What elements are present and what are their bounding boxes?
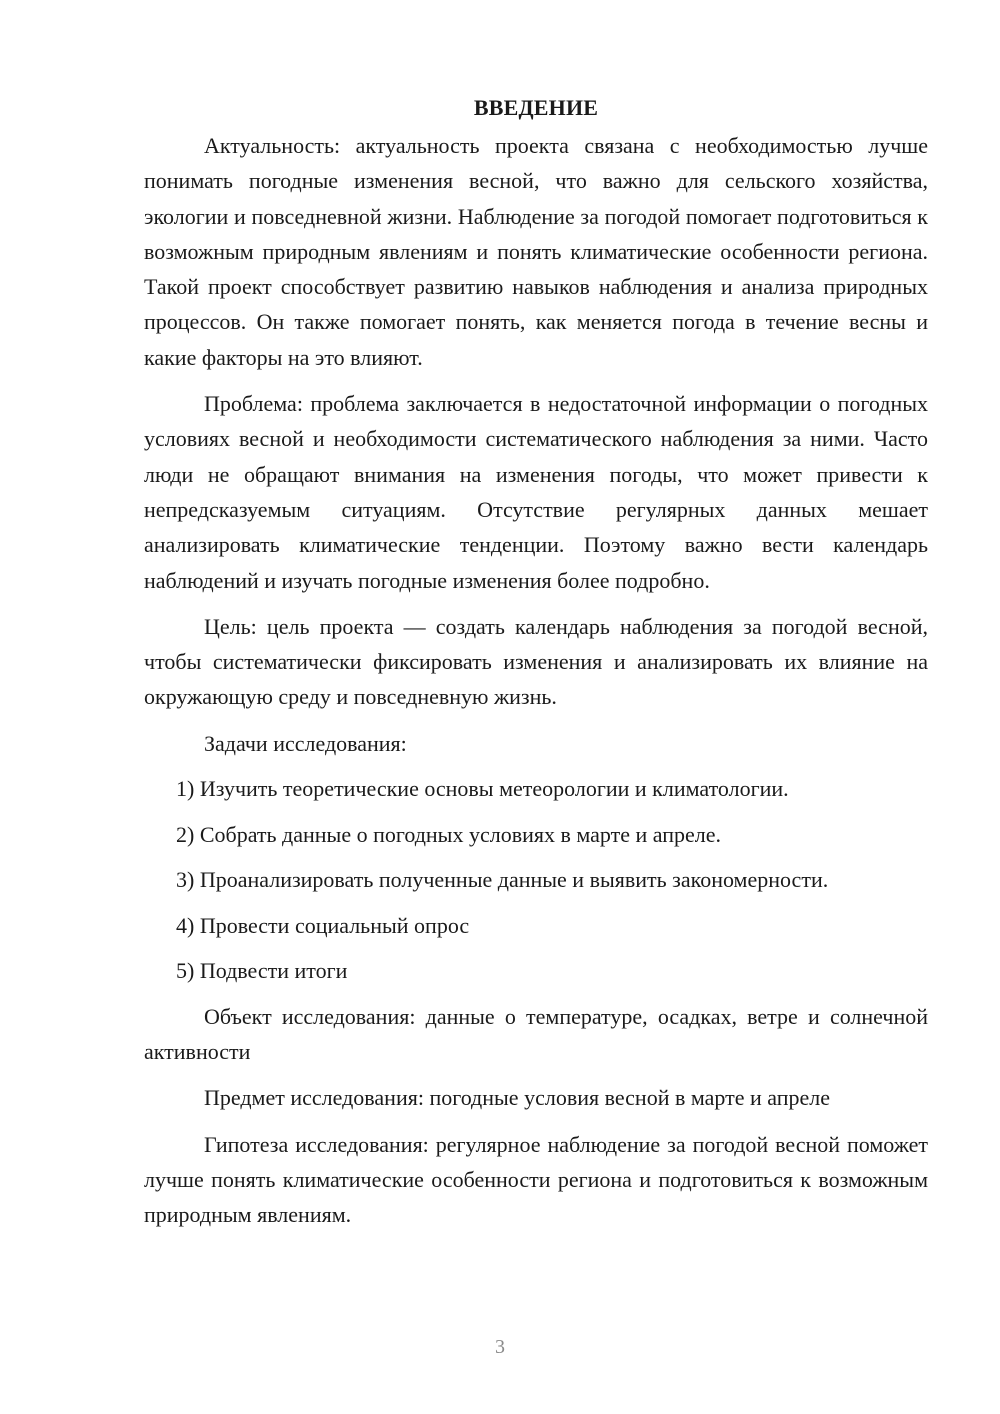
tasks-list bbox=[144, 771, 928, 988]
tasks-title: Задачи исследования: bbox=[204, 730, 407, 756]
subject-paragraph: Предмет исследования: погодные условия весной в марте и апреле bbox=[204, 1085, 831, 1111]
hypothesis-paragraph: Гипотеза исследования: регулярное наблюдение за погодой весной поможет лучше понять климатические особенности региона и подготовиться к возможным природным явлениям. bbox=[144, 1131, 928, 1228]
problem-paragraph: Проблема: проблема заключается в недостаточной информации о погодных условиях весной и необходимости систематического наблюдения за ними. Часто люди не обращают внимания на изменения погоды, что может привести к непредсказуемым ситуациям. Отсутствие регулярных данных мешает анализировать климатические тенденции. Поэтому важно вести календарь наблюдений и изучать погодные изменения более подробно. bbox=[144, 391, 928, 593]
task-item: 5) Подвести итоги bbox=[176, 958, 348, 984]
task-item: 3) Проанализировать полученные данные и выявить закономерности. bbox=[176, 867, 829, 893]
object-paragraph: Объект исследования: данные о температуре, осадках, ветре и солнечной активности bbox=[144, 1003, 928, 1065]
page-number: 3 bbox=[495, 1336, 505, 1358]
task-item: 4) Провести социальный опрос bbox=[176, 912, 470, 938]
goal-paragraph: Цель: цель проекта — создать календарь наблюдения за погодой весной, чтобы систематически фиксировать изменения и анализировать их влияние на окружающую среду и повседневную жизнь. bbox=[144, 613, 928, 710]
document-page bbox=[144, 92, 928, 1244]
task-item: 1) Изучить теоретические основы метеорологии и климатологии. bbox=[176, 776, 789, 802]
task-item: 2) Собрать данные о погодных условиях в марте и апреле. bbox=[176, 821, 722, 847]
section-heading: ВВЕДЕНИЕ bbox=[473, 95, 599, 120]
relevance-paragraph: Актуальность: актуальность проекта связана с необходимостью лучше понимать погодные изменения весной, что важно для сельского хозяйства, экологии и повседневной жизни. Наблюдение за погодой помогает подготовиться к возможным природным явлениям и понять климатические особенности региона. Такой проект способствует развитию навыков наблюдения и анализа природных процессов. Он также помогает понять, как меняется погода в течение весны и какие факторы на это влияют. bbox=[144, 133, 928, 370]
